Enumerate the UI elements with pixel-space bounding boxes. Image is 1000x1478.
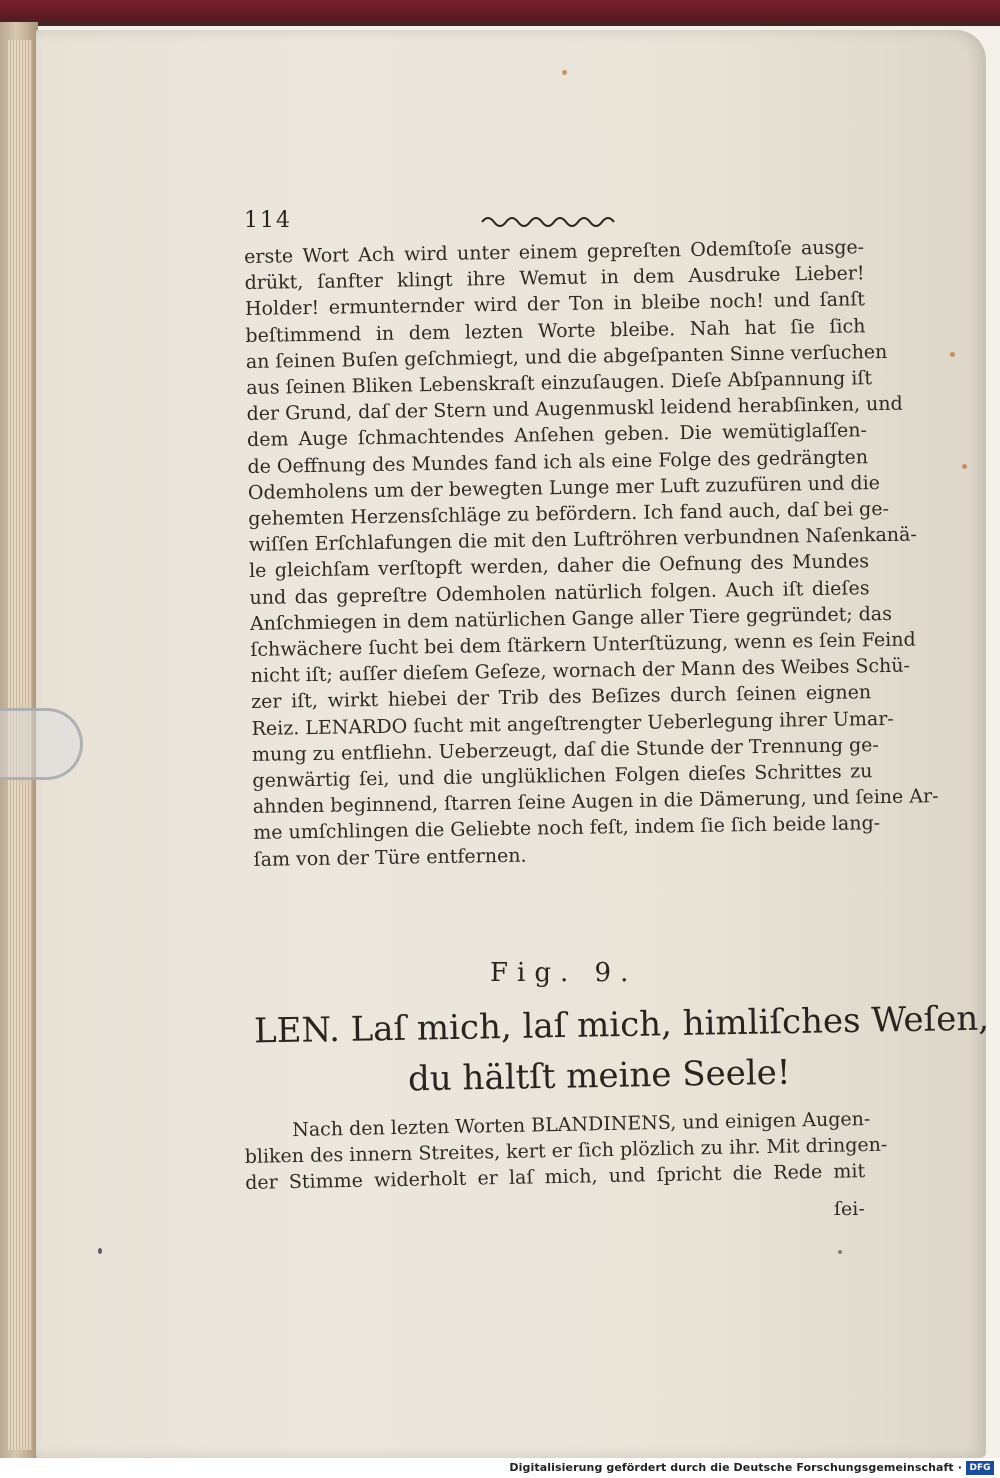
footer-credit: Digitalisierung gefördert durch die Deutsche Forschungsgemeinschaft ·: [509, 1461, 962, 1474]
section-heading-line2: du hältſt meine Seele!: [407, 1052, 791, 1100]
text-line: me umſchlingen die Geliebte noch feſt, indem ſie ſich beide lang-: [253, 812, 881, 845]
text-line: genwärtig ſei, und die unglüklichen Folgen dieſes Schrittes zu: [252, 760, 873, 792]
paper-speck: [950, 352, 955, 357]
text-line: nicht iſt; auſſer dieſem Geſeze, wornach der Mann des Weibes Schü-: [250, 654, 911, 688]
text-line: ſchwächere ſucht bei dem ſtärkern Unterſtüzung, wenn es ſein Feind: [250, 628, 916, 661]
text-line: Reiz. LENARDO ſucht mit angeſtrengter Ueberlegung ihrer Umar-: [251, 707, 894, 740]
text-line: Anſchmiegen in dem natürlichen Gange aller Tiere gegründet; das: [249, 602, 893, 635]
text-line: le gleichſam verſtopft werden, daher die Oefnung des Mundes: [248, 550, 870, 583]
text-line: gehemten Herzensſchläge zu befördern. Ich fand auch, daſ bei ge-: [248, 497, 890, 530]
text-line: ahnden beginnend, ſtarren ſeine Augen in die Dämerung, und ſeine Ar-: [252, 785, 939, 819]
text-line: der Stimme widerholt er laſ mich, und ſpricht die Rede mit: [245, 1160, 866, 1194]
dfg-logo: DFG: [966, 1461, 994, 1475]
text-line: und das gepreſtre Odemholen natürlich folgen. Auch iſt dieſes: [249, 576, 870, 609]
paper-speck: [562, 70, 567, 75]
section-heading-line1: LEN. Laſ mich, laſ mich, himliſches Weſen,: [253, 998, 990, 1052]
text-line: beſtimmend in dem lezten Worte bleibe. Nah hat ſie ſich: [245, 314, 866, 347]
text-line: zer iſt, wirkt hiebei der Trib des Beſizes durch ſeinen eignen: [251, 681, 872, 714]
text-line: an ſeinen Buſen geſchmiegt, und die abgeſpanten Sinne verſuchen: [245, 340, 888, 373]
text-line: drükt, ſanfter klingt ihre Wemut in dem Ausdruke Lieber!: [244, 262, 865, 295]
wavy-rule-ornament: [480, 212, 620, 228]
text-line: Holder! ermunternder wird der Ton in bleibe noch! und ſanſt: [244, 288, 866, 321]
text-line: Nach den lezten Worten BLANDINENS, und einigen Augen-: [292, 1107, 871, 1142]
text-line: wiſſen Erſchlafungen die mit den Luftröhren verbundnen Naſenkanä-: [248, 523, 917, 557]
catchword: ſei-: [834, 1198, 865, 1220]
paper-speck: [838, 1250, 842, 1254]
body-text: [244, 234, 939, 873]
page-number: 114: [244, 208, 292, 233]
text-line: dem Auge ſchmachtendes Anſehen geben. Die wemütiglaſſen-: [246, 419, 868, 452]
text-line: bliken des innern Streites, kert er ſich plözlich zu ihr. Mit dringen-: [244, 1133, 888, 1168]
text-line: mung zu entfliehn. Ueberzeugt, daſ die Stunde der Trennung ge-: [251, 733, 880, 766]
paper-speck: [98, 1248, 102, 1254]
text-line: der Grund, daſ der Stern und Augenmuskl leidend herabſinken, und: [246, 392, 903, 426]
second-paragraph: [244, 1106, 888, 1196]
text-line: ſam von der Türe entfernen.: [253, 844, 527, 871]
text-line: Odemholens um der bewegten Lunge mer Luft zuzufüren und die: [247, 471, 881, 504]
paper-clip-icon: [0, 708, 83, 780]
book-cover-edge: [0, 0, 1000, 26]
paper-speck: [962, 464, 967, 469]
text-line: de Oeffnung des Mundes fand ich als eine Folge des gedrängten: [247, 445, 869, 478]
text-line: erste Wort Ach wird unter einem gepreſten Odemſtoſe ausge-: [244, 236, 865, 268]
text-line: aus ſeinen Bliken Lebenskraſt einzuſaugen. Dieſe Abſpannung iſt: [246, 367, 873, 399]
figure-label: Fig. 9.: [490, 958, 638, 988]
